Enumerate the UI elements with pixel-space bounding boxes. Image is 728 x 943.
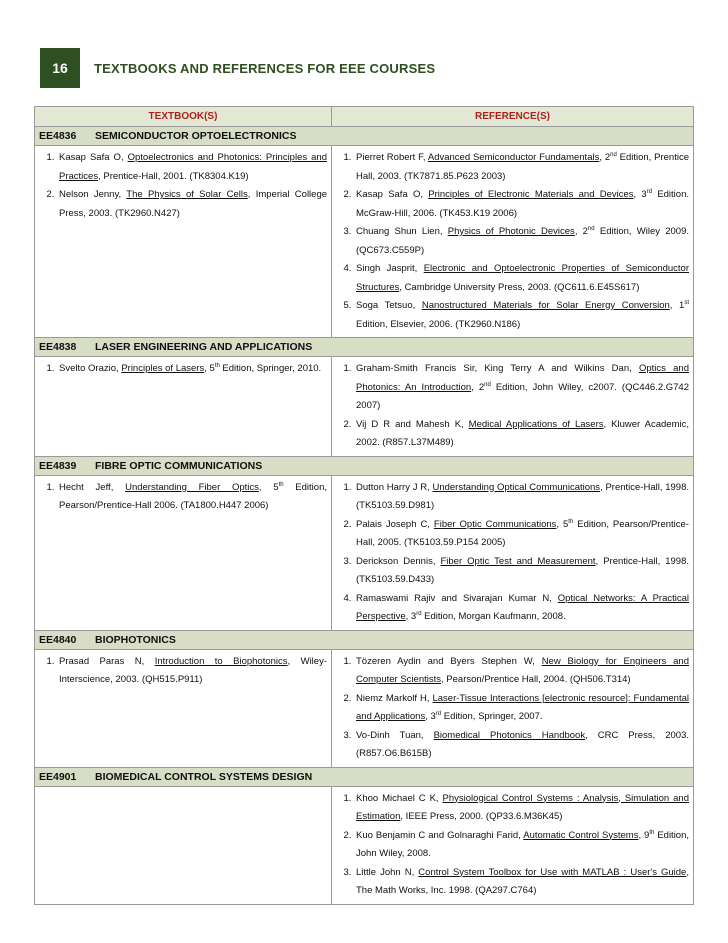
page-title: TEXTBOOKS AND REFERENCES FOR EEE COURSES — [94, 60, 436, 76]
course-header-row — [35, 127, 694, 146]
ref-author: Derickson Dennis, — [356, 555, 441, 567]
course-heading — [35, 456, 694, 475]
references-table — [34, 106, 694, 905]
references-cell — [332, 357, 694, 457]
ref-details: , CRC Press, 2003. (R857.O6.B615B) — [356, 729, 689, 759]
ref-author: Little John N, — [356, 866, 419, 878]
table-row — [35, 357, 694, 457]
ref-edition: , 2 — [599, 152, 611, 163]
reference-list — [332, 476, 693, 630]
textbooks-cell — [35, 357, 332, 457]
table-header-row — [35, 107, 694, 127]
ref-details: , Prentice-Hall, 1998. (TK5103.59.D981) — [356, 481, 689, 511]
ref-details: Edition, Pearson/Prentice-Hall, 2005. (TK5103.59.P154 2005) — [356, 518, 689, 548]
list-item — [57, 360, 327, 379]
list-item — [354, 653, 689, 690]
ref-author: Niemz Markolf H, — [356, 692, 433, 704]
ref-details: , Prentice-Hall, 1998. (TK5103.59.D433) — [356, 555, 690, 585]
ref-edition: , 3 — [633, 189, 647, 200]
list-item — [354, 260, 689, 297]
ref-edition-suffix: st — [684, 299, 689, 306]
textbook-list — [35, 476, 331, 519]
ref-author: Vij D R and Mahesh K, — [356, 418, 469, 430]
course-title: SEMICONDUCTOR OPTOELECTRONICS — [95, 130, 297, 142]
course-header-row — [35, 456, 694, 475]
list-item — [57, 186, 327, 223]
ref-details: Edition, Wiley 2009. (QC673.C559P) — [356, 226, 689, 256]
list-item — [57, 479, 327, 516]
course-title: BIOMEDICAL CONTROL SYSTEMS DESIGN — [95, 770, 313, 783]
course-title: BIOPHOTONICS — [95, 633, 176, 646]
ref-details: , Imperial College Press, 2003. (TK2960.N427) — [59, 189, 328, 219]
list-item — [57, 149, 327, 186]
ref-author: Graham-Smith Francis Sir, King Terry A and Wilkins Dan, — [356, 363, 639, 374]
ref-title: Optoelectronics and Photonics: Principles and Practices — [59, 152, 327, 182]
ref-title: Understanding Optical Communications — [432, 481, 601, 493]
ref-title: Principles of Electronic Materials and Devices — [428, 189, 634, 200]
textbooks-cell — [35, 146, 332, 338]
ref-author: Hecht Jeff, — [59, 481, 126, 493]
ref-details: Edition, John Wiley, c2007. (QC446.2.G742 2007) — [356, 381, 689, 411]
list-item — [354, 690, 689, 727]
ref-author: Svelto Orazio, — [59, 363, 122, 374]
ref-author: Ramaswami Rajiv and Sivarajan Kumar N, — [356, 592, 558, 604]
course-code: EE4838 — [39, 341, 77, 353]
course-heading — [35, 630, 694, 649]
ref-details: Edition, Springer, 2010. — [219, 363, 322, 374]
ref-edition-suffix: rd — [416, 610, 422, 617]
course-header-row — [35, 338, 694, 357]
table-body — [35, 127, 694, 905]
ref-edition-suffix: nd — [610, 151, 617, 158]
textbook-list — [35, 650, 331, 693]
list-item — [354, 790, 689, 827]
course-header-row — [35, 630, 694, 649]
ref-title: Electronic and Optoelectronic Properties of Semiconductor Structures — [356, 263, 689, 293]
ref-edition-suffix: rd — [646, 188, 653, 195]
course-title: LASER ENGINEERING AND APPLICATIONS — [95, 341, 313, 353]
ref-details: , Cambridge University Press, 2003. (QC611.6.E45S617) — [399, 281, 640, 293]
course-code: EE4836 — [39, 130, 77, 142]
ref-title: Advanced Semiconductor Fundamentals — [427, 152, 600, 163]
ref-author: Singh Jasprit, — [356, 263, 424, 274]
ref-edition: , 2 — [574, 226, 588, 237]
ref-edition-suffix: nd — [484, 381, 491, 388]
ref-details: Edition, Springer, 2007. — [441, 711, 543, 722]
course-title: FIBRE OPTIC COMMUNICATIONS — [95, 459, 263, 472]
ref-title: Introduction to Biophotonics — [154, 655, 288, 667]
ref-title: Nanostructured Materials for Solar Energy Conversion — [421, 300, 670, 311]
list-item — [57, 653, 327, 690]
textbooks-cell — [35, 475, 332, 630]
references-cell — [332, 146, 694, 338]
column-header-textbooks: TEXTBOOK(S) — [35, 107, 332, 127]
ref-edition-suffix: th — [649, 829, 655, 836]
course-heading — [35, 767, 694, 786]
list-item — [354, 297, 689, 334]
ref-edition: , 2 — [471, 381, 485, 393]
ref-title: The Physics of Solar Cells — [126, 189, 248, 200]
ref-details: , Prentice-Hall, 2001. (TK8304.K19) — [98, 170, 249, 182]
reference-list — [332, 650, 693, 767]
references-cell — [332, 786, 694, 904]
page-header — [40, 48, 688, 88]
ref-details: Edition, Morgan Kaufmann, 2008. — [421, 611, 566, 622]
table-row — [35, 786, 694, 904]
list-item — [354, 590, 689, 627]
ref-author: Vo-Dinh Tuan, — [356, 729, 434, 741]
page-number: 16 — [40, 48, 80, 88]
ref-author: Kasap Safa O, — [356, 189, 429, 200]
ref-title: Control System Toolbox for Use with MATLAB : User's Guide — [418, 866, 687, 878]
ref-author: Dutton Harry J R, — [356, 481, 433, 493]
ref-title: Medical Applications of Lasers — [468, 418, 604, 430]
ref-details: Edition, Elsevier, 2006. (TK2960.N186) — [356, 318, 521, 330]
ref-edition: , 3 — [405, 611, 417, 622]
ref-details: , Pearson/Prentice Hall, 2004. (QH506.T314) — [441, 674, 631, 685]
empty-cell — [35, 787, 331, 797]
list-item — [354, 186, 689, 223]
list-item — [354, 864, 689, 901]
references-cell — [332, 475, 694, 630]
ref-edition-suffix: nd — [587, 225, 595, 232]
list-item — [354, 727, 689, 764]
ref-details: Edition, Prentice Hall, 2003. (TK7871.85.P623 2003) — [356, 152, 689, 182]
ref-author: Palais Joseph C, — [356, 518, 434, 530]
ref-title: New Biology for Engineers and Computer Scientists — [356, 655, 689, 685]
ref-title: Laser-Tissue Interactions [electronic resource]: Fundamental and Applications — [356, 692, 689, 722]
ref-details: , IEEE Press, 2000. (QP33.6.M36K45) — [400, 811, 563, 822]
list-item — [354, 516, 689, 553]
ref-author: Tözeren Aydin and Byers Stephen W, — [356, 655, 542, 667]
ref-author: Nelson Jenny, — [59, 189, 127, 200]
ref-details: , Wiley-Interscience, 2003. (QH515.P911) — [59, 655, 327, 685]
course-code: EE4901 — [39, 770, 77, 783]
ref-edition: , 5 — [556, 518, 569, 530]
ref-author: Pierret Robert F, — [356, 152, 428, 163]
list-item — [354, 360, 689, 416]
ref-title: Automatic Control Systems — [523, 829, 639, 841]
table-row — [35, 146, 694, 338]
ref-edition-suffix: th — [278, 481, 284, 488]
ref-details: , The Math Works, Inc. 1998. (QA297.C764) — [356, 866, 689, 896]
ref-details: Edition. McGraw-Hill, 2006. (TK453.K19 2006) — [356, 189, 690, 219]
ref-title: Understanding Fiber Optics — [125, 481, 259, 493]
ref-title: Principles of Lasers — [121, 363, 205, 374]
ref-edition: , 5 — [204, 363, 215, 374]
ref-title: Physiological Control Systems : Analysis, Simulation and Estimation — [356, 792, 689, 822]
ref-edition: , 3 — [425, 711, 436, 722]
list-item — [354, 149, 689, 186]
ref-author: Khoo Michael C K, — [356, 792, 443, 804]
ref-edition-suffix: th — [568, 518, 574, 525]
list-item — [354, 827, 689, 864]
ref-title: Fiber Optic Communications — [433, 518, 557, 530]
ref-details: , Kluwer Academic, 2002. (R857.L37M489) — [356, 418, 689, 448]
textbooks-cell — [35, 786, 332, 904]
ref-author: Kasap Safa O, — [59, 152, 128, 163]
ref-title: Fiber Optic Test and Measurement — [440, 555, 596, 567]
ref-edition-suffix: rd — [435, 710, 442, 717]
list-item — [354, 223, 689, 260]
ref-details: Edition, John Wiley, 2008. — [356, 829, 690, 859]
ref-author: Chuang Shun Lien, — [356, 226, 448, 237]
ref-edition: , 5 — [258, 481, 279, 493]
reference-list — [332, 357, 693, 456]
table-row — [35, 475, 694, 630]
references-cell — [332, 649, 694, 767]
ref-title: Biomedical Photonics Handbook — [433, 729, 586, 741]
ref-author: Soga Tetsuo, — [356, 300, 422, 311]
ref-title: Physics of Photonic Devices — [447, 226, 575, 237]
ref-edition-suffix: th — [214, 362, 220, 369]
ref-title: Optical Networks: A Practical Perspective — [356, 592, 689, 622]
course-heading — [35, 338, 694, 357]
course-code: EE4840 — [39, 633, 77, 646]
reference-list — [332, 787, 693, 904]
textbooks-cell — [35, 649, 332, 767]
ref-details: Edition, Pearson/Prentice-Hall 2006. (TA1800.H447 2006) — [59, 481, 327, 511]
ref-edition: , 1 — [669, 300, 685, 311]
course-heading — [35, 127, 694, 146]
ref-author: Prasad Paras N, — [59, 655, 155, 667]
ref-edition: , 9 — [638, 829, 650, 841]
course-header-row — [35, 767, 694, 786]
list-item — [354, 416, 689, 453]
list-item — [354, 479, 689, 516]
textbook-list — [35, 357, 331, 382]
reference-list — [332, 146, 693, 337]
ref-title: Optics and Photonics: An Introduction — [356, 363, 689, 393]
table-row — [35, 649, 694, 767]
ref-author: Kuo Benjamin C and Golnaraghi Farid, — [356, 829, 524, 841]
column-header-references: REFERENCE(S) — [332, 107, 694, 127]
textbook-list — [35, 146, 331, 226]
list-item — [354, 553, 689, 590]
course-code: EE4839 — [39, 459, 77, 472]
